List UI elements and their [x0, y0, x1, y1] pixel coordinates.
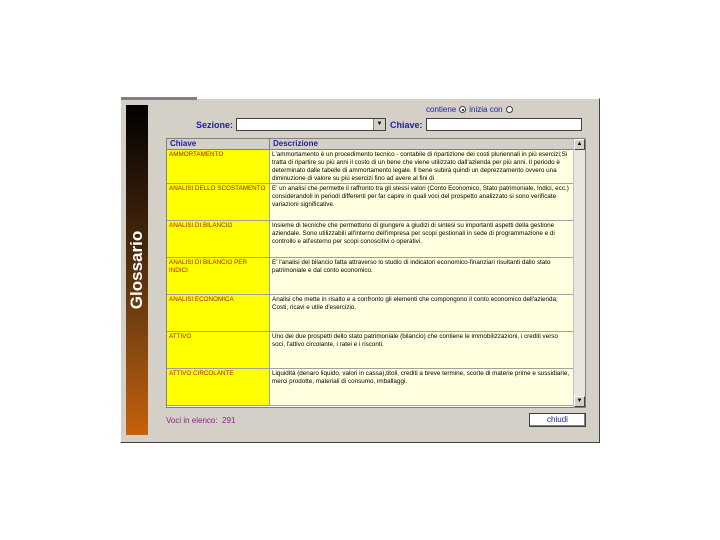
sezione-dropdown[interactable] — [236, 118, 386, 131]
cell-description: Liquidità (denaro liquido, valori in cassa),titoli, crediti a breve termine, scorte di materie prime e sussidiarie, merci prodotte, materiali di consumo, imballaggi. — [270, 369, 574, 405]
sezione-label: Sezione: — [196, 120, 234, 130]
scroll-up-icon[interactable]: ▲ — [574, 139, 585, 150]
cell-description: L'ammortamento è un procedimento tecnico - contabile di ripartizione dei costi pluriennali in più esercizi;Si tratta di ripartire su più anni il costo di un bene che viene utilizzato dall'azienda per più anni. Il periodo è determinato dalle tabelle di ammortamento legale. Il bene subirà quindi un deprezzamento ovvero una diminuzione di valore su più esercizi fino ad avere al fini di — [270, 150, 574, 183]
table-row[interactable] — [167, 369, 574, 406]
window-edge — [121, 97, 197, 100]
table-row[interactable] — [167, 221, 574, 258]
option-contiene-label: contiene — [426, 105, 457, 114]
chiave-label: Chiave: — [390, 120, 423, 130]
cell-description: Analisi che mette in risalto e a confronto gli elementi che compongono il conto economico dell'azienda; Costi, ricavi e utile d'esercizio. — [270, 295, 574, 331]
table-row[interactable] — [167, 295, 574, 332]
vertical-scrollbar[interactable] — [573, 139, 585, 407]
glossary-table — [166, 138, 586, 408]
radio-inizia[interactable] — [506, 106, 513, 113]
table-row[interactable] — [167, 258, 574, 295]
search-mode-options — [426, 105, 513, 114]
cell-description: E' l'analisi del bilancio fatta attraverso lo studio di indicatori economico-finanziari risultanti dallo stato patrimoniale e dal conto economico. — [270, 258, 574, 294]
cell-key: ANALISI DI BILANCIO PER INDICI — [167, 258, 270, 294]
cell-description: Uno dei due prospetti dello stato patrimoniale (bilancio) che contiene le immobilizzazioni, i crediti verso soci, l'attivo circolante, i ratei e i risconti. — [270, 332, 574, 368]
table-header — [167, 139, 574, 150]
table-row[interactable] — [167, 150, 574, 184]
dropdown-arrow-icon[interactable]: ▼ — [373, 119, 385, 130]
chiave-input[interactable] — [426, 118, 582, 131]
column-header-chiave[interactable]: Chiave — [167, 139, 270, 149]
cell-key: ATTIVO CIRCOLANTE — [167, 369, 270, 405]
cell-key: ATTIVO — [167, 332, 270, 368]
cell-key: ANALISI DI BILANCIO — [167, 221, 270, 257]
radio-contiene[interactable] — [459, 106, 466, 113]
close-button[interactable]: chiudi — [529, 413, 586, 427]
side-title: Glossario — [127, 230, 147, 310]
entry-count-label: Voci in elenco: — [166, 416, 218, 425]
option-inizia-label: inizia con — [469, 105, 503, 114]
cell-key: AMMORTAMENTO — [167, 150, 270, 183]
table-row[interactable] — [167, 184, 574, 221]
scroll-down-icon[interactable]: ▼ — [574, 396, 585, 407]
cell-key: ANALISI ECONOMICA — [167, 295, 270, 331]
side-banner — [126, 105, 148, 435]
entry-count-value: 291 — [222, 416, 236, 425]
cell-key: ANALISI DELLO SCOSTAMENTO — [167, 184, 270, 220]
table-row[interactable] — [167, 332, 574, 369]
cell-description: Insieme di tecniche che permettono di giungere a giudizi di sintesi su importanti aspetti della gestione aziendale. Sono utilizzabili all'interno dell'impresa per scopi gestionali in sede di programmazione e di controllo e all'esterno per scopi conoscitivi o operativi. — [270, 221, 574, 257]
table-body — [167, 150, 574, 406]
glossary-window — [120, 98, 600, 443]
column-header-descrizione[interactable]: Descrizione — [273, 139, 318, 148]
cell-description: E' un analisi che permette il raffronto tra gli stessi valori (Conto Economico, Stato patrimoniale, Indici, ecc.) considerandoli in periodi differenti per far capire in quali voci del prospetto analizzato si sono verificate variazioni significative. — [270, 184, 574, 220]
entry-count — [166, 416, 235, 425]
